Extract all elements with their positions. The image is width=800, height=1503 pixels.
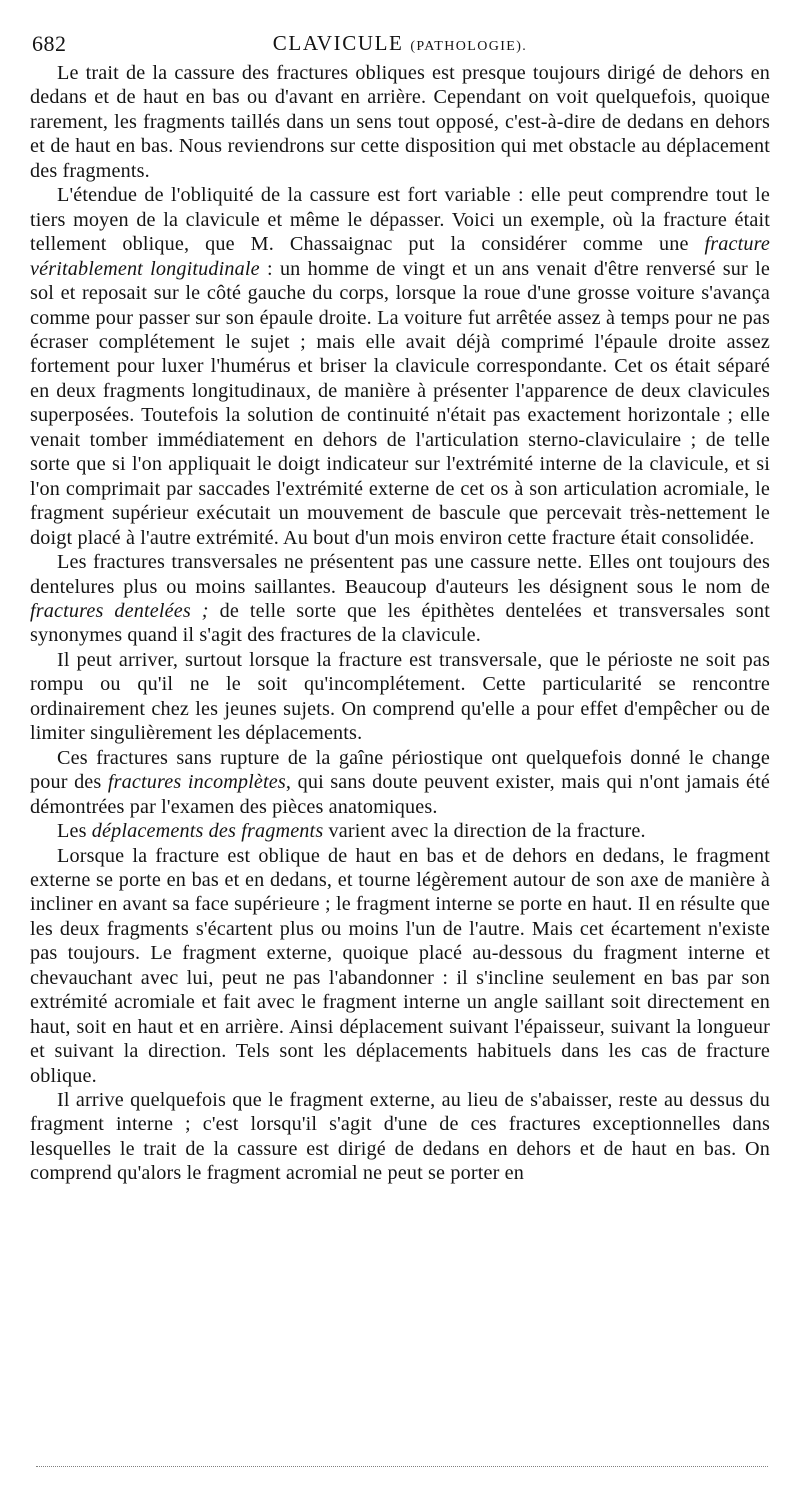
running-title-main: CLAVICULE (272, 31, 404, 55)
paragraph-5-emphasis: fractures incomplètes (107, 771, 286, 794)
paragraph-6 (30, 819, 770, 843)
paragraph-5-text-b: , qui sans doute peuvent exister, mais qui n'ont jamais été démontrées par l'examen des pièces anatomiques. (30, 771, 770, 818)
running-title-subtitle: (PATHOLOGIE). (410, 39, 528, 54)
paragraph-1: Le trait de la cassure des fractures obliques est presque toujours dirigé de dehors en dedans et de haut en bas ou d'avant en arrière. Cependant on voit quelquefois, quoique rarement, les fragments taillés dans un sens tout opposé, c'est-à-dire de dedans en dehors et de haut en bas. Nous reviendrons sur cette disposition qui met obstacle au déplacement des fragments. (30, 62, 770, 182)
paragraph-6-emphasis: déplacements des fragments (91, 820, 324, 843)
paragraph-3 (30, 550, 770, 648)
book-page (30, 0, 770, 1503)
paragraph-2-emphasis: fracture véritablement longitudinale (30, 233, 770, 280)
footer-dotted-rule (36, 1466, 768, 1467)
paragraph-2 (30, 183, 770, 550)
running-title (30, 31, 770, 56)
paragraph-2-text-b: : un homme de vingt et un ans venait d'être renversé sur le sol et reposait sur le côté gauche du corps, lorsque la roue d'une grosse voiture s'avança comme pour passer sur son épaule droite. La voiture fut arrêtée assez à temps pour ne pas écraser complétement le sujet ; mais elle avait déjà comprimé l'épaule droite assez fortement pour luxer l'humérus et briser la clavicule correspondante. Cet os était séparé en deux fragments longitudinaux, de manière à présenter l'apparence de deux clavicules superposées. Toutefois la solution de continuité n'était pas exactement horizontale ; elle venait tomber immédiatement en dehors de l'articulation sterno-claviculaire ; de telle sorte que si l'on appliquait le doigt indicateur sur l'extrémité interne de la clavicule, et si l'on comprimait par saccades l'extrémité externe de cet os à son articulation acromiale, le fragment supérieur exécutait un mouvement de bascule que percevait très-nettement le doigt placé à l'autre extrémité. Au bout d'un mois environ cette fracture était consolidée. (30, 257, 770, 549)
paragraph-5 (30, 746, 770, 819)
paragraph-2-text-a: L'étendue de l'obliquité de la cassure est fort variable : elle peut comprendre tout le tiers moyen de la clavicule et même le dépasser. Voici un exemple, où la fracture était tellement oblique, que M. Chassaignac put la considérer comme une (30, 184, 770, 256)
paragraph-6-text-a: Les (57, 820, 92, 843)
paragraph-4: Il peut arriver, surtout lorsque la fracture est transversale, que le périoste ne soit pas rompu ou qu'il ne le soit qu'incomplétement. Cette particularité se rencontre ordinairement chez les jeunes sujets. On comprend qu'elle a pour effet d'empêcher ou de limiter singulièrement les déplacements. (30, 648, 770, 745)
paragraph-3-text-a: Les fractures transversales ne présentent pas une cassure nette. Elles ont toujours des dentelures plus ou moins saillantes. Beaucoup d'auteurs les désignent sous le nom de (30, 551, 770, 598)
paragraph-6-text-b: varient avec la direction de la fracture. (323, 820, 646, 843)
paragraph-5-text-a: Ces fractures sans rupture de la gaîne périostique ont quelquefois donné le change pour des (30, 746, 770, 794)
paragraph-8: Il arrive quelquefois que le fragment externe, au lieu de s'abaisser, reste au dessus du fragment interne ; c'est lorsqu'il s'agit d'une de ces fractures exceptionnelles dans lesquelles le trait de la cassure est dirigé de dedans en dehors et de haut en bas. On comprend qu'alors le fragment acromial ne peut se porter en (30, 1089, 770, 1185)
paragraph-3-text-b: de telle sorte que les épithètes dentelées et transversales sont synonymes quand il s'agit des fractures de la clavicule. (30, 599, 770, 647)
page-number: 682 (32, 31, 67, 56)
paragraph-7: Lorsque la fracture est oblique de haut en bas et de dehors en dedans, le fragment externe se porte en bas et en dedans, et tourne légèrement autour de son axe de manière à incliner en avant sa face supérieure ; le fragment interne se porte en haut. Il en résulte que les deux fragments s'écartent plus ou moins l'un de l'autre. Mais cet écartement n'existe pas toujours. Le fragment externe, quoique placé au-dessous du fragment interne et chevauchant avec lui, peut ne pas l'abandonner : il s'incline seulement en bas par son extrémité acromiale et fait avec le fragment interne un angle saillant soit directement en haut, soit en haut et en arrière. Ainsi déplacement suivant l'épaisseur, suivant la longueur et suivant la direction. Tels sont les déplacements habituels dans les cas de fracture oblique. (30, 844, 770, 1087)
paragraph-3-emphasis: fractures dentelées ; (30, 599, 209, 622)
page-header (30, 27, 770, 61)
body-text (30, 61, 770, 1186)
